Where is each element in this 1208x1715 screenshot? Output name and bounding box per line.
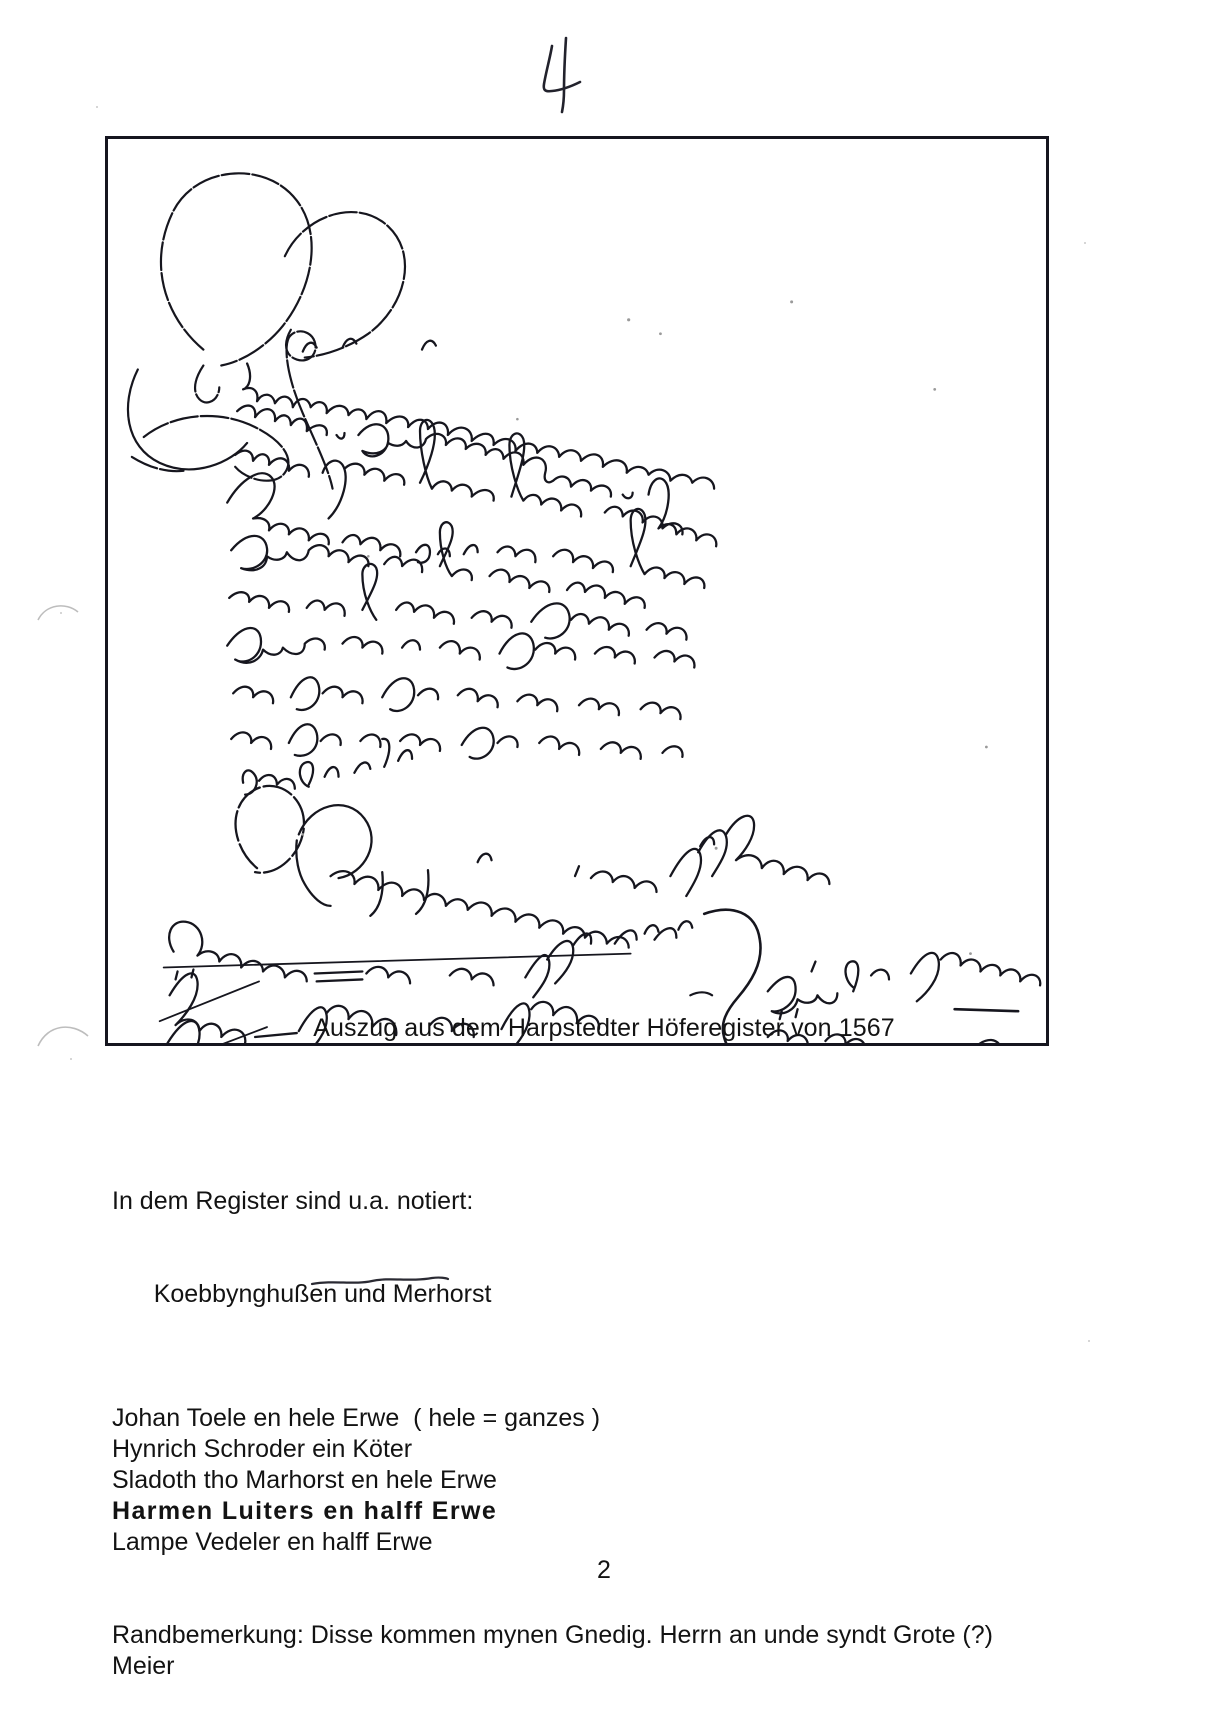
facsimile-caption: Auszug aus dem Harpstedter Höferegister von 1567 bbox=[313, 1014, 895, 1042]
scan-artifact-left-lower bbox=[36, 1016, 92, 1056]
folio-number-handwritten bbox=[500, 28, 620, 118]
scan-artifact-left-upper bbox=[36, 596, 82, 632]
prose-block bbox=[112, 1186, 1112, 1682]
place-heading-wrapper bbox=[112, 1248, 491, 1372]
spacer bbox=[112, 1217, 1112, 1248]
spacer bbox=[112, 1372, 1112, 1403]
entry-line: Sladoth tho Marhorst en hele Erwe bbox=[112, 1466, 497, 1494]
place-heading: Koebbynghußen und Merhorst bbox=[153, 1280, 492, 1308]
scan-speckle bbox=[1088, 1340, 1090, 1342]
intro-line: In dem Register sind u.a. notiert: bbox=[112, 1187, 474, 1215]
manuscript-facsimile-image bbox=[108, 139, 1046, 1043]
page-number: 2 bbox=[597, 1556, 611, 1584]
scan-speckle bbox=[96, 106, 98, 108]
scan-speckle bbox=[70, 1058, 72, 1060]
entry-line: Hynrich Schroder ein Köter bbox=[112, 1435, 413, 1463]
scan-speckle bbox=[1084, 242, 1086, 244]
entry-line: Lampe Vedeler en halff Erwe bbox=[112, 1528, 433, 1556]
manuscript-facsimile-frame bbox=[105, 136, 1049, 1046]
entry-line: Johan Toele en hele Erwe ( hele = ganzes ) bbox=[112, 1404, 601, 1432]
marginal-note-line-1: Randbemerkung: Disse kommen mynen Gnedig. Herrn an unde syndt Grote (?) bbox=[112, 1621, 993, 1649]
spacer bbox=[112, 1589, 1112, 1620]
entry-line-highlighted: Harmen Luiters en halff Erwe bbox=[112, 1497, 498, 1525]
marginal-note-line-2: Meier bbox=[112, 1652, 175, 1680]
